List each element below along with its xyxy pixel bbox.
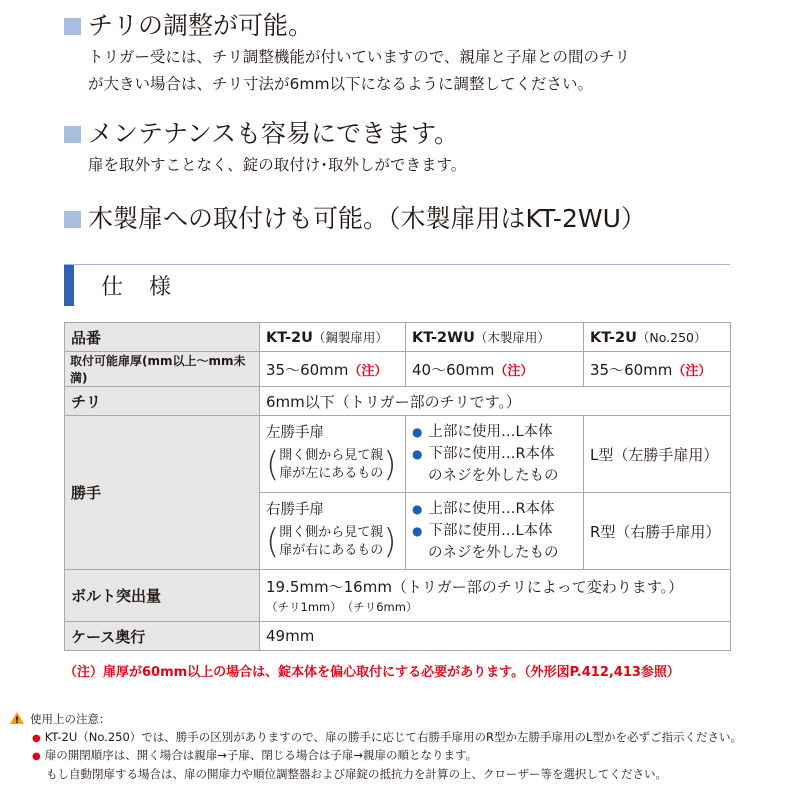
value-cell — [260, 352, 406, 387]
model-sub: （木製扉用） — [474, 330, 550, 345]
caution-text: 扉の開閉順序は、開く場合は親扉→子扉、閉じる場合は子扉→親扉の順となります。 — [44, 748, 478, 762]
usage-text: 上部に使用…R本体 — [428, 501, 555, 517]
label-text: ボルト突出量 — [71, 587, 162, 605]
table-row — [65, 323, 731, 352]
table-row — [65, 387, 731, 416]
caution-section — [10, 711, 795, 783]
usage-line — [412, 443, 577, 465]
table-row — [65, 416, 731, 493]
label-cell — [65, 622, 260, 651]
feature-text-line: が大きい場合は、チリ寸法が6mm以下になるように調整してください。 — [88, 75, 594, 93]
caution-item — [10, 766, 795, 784]
red-dot-icon: ● — [32, 732, 41, 744]
hand-cell-right — [260, 493, 406, 570]
paren-close: ) — [383, 522, 397, 562]
value-subtext: （チリ1mm） （チリ6mm） — [266, 600, 418, 614]
type-text: L型（左勝手扉用） — [590, 445, 719, 464]
feature-text-line: トリガー受には、チリ調整機能が付いていますので、親扉と子扉との間のチリ — [88, 48, 631, 66]
desc-line: 開く側から見て親 — [279, 525, 384, 540]
hand-desc-text — [279, 447, 383, 483]
hand-name: 左勝手扉 — [266, 425, 324, 441]
label-cell — [65, 352, 260, 387]
label-cell — [65, 323, 260, 352]
hand-desc — [266, 445, 399, 485]
paren-close: ) — [383, 445, 397, 485]
note-mark: （注） — [494, 363, 534, 379]
column-header — [584, 323, 731, 352]
hand-cell-left — [260, 416, 406, 493]
usage-text: 下部に使用…L本体 — [428, 523, 553, 539]
caution-text: KT-2U（No.250）では、勝手の区別がありますので、扉の勝手に応じて右勝手扉用のR型か左勝手扉用のL型かを必ずご指示ください。 — [44, 729, 742, 744]
square-bullet-icon — [64, 18, 81, 35]
caution-text: もし自動閉扉する場合は、扉の開扉力や順位調整器および扉錠の抵抗力を計算の上、クローザー等を選択してください。 — [46, 766, 667, 781]
model-name: KT-2U — [590, 330, 637, 346]
value-text: 35～60mm — [266, 360, 349, 379]
desc-line: 扉が右にあるもの — [279, 543, 384, 558]
spec-table — [64, 322, 731, 651]
usage-line — [412, 498, 577, 520]
value-cell — [260, 570, 731, 622]
feature-wood-door — [64, 203, 764, 235]
caution-item — [10, 729, 795, 748]
hand-name: 右勝手扉 — [266, 502, 324, 518]
desc-line: 開く側から見て親 — [279, 448, 384, 463]
spec-section-header — [64, 264, 730, 305]
usage-line — [412, 421, 577, 443]
table-row — [65, 352, 731, 387]
caution-item — [10, 747, 795, 766]
desc-line: 扉が左にあるもの — [279, 466, 384, 481]
blue-dot-icon: ● — [412, 447, 423, 461]
warning-icon — [10, 712, 24, 724]
label-text: チリ — [71, 392, 102, 411]
feature-heading — [64, 10, 764, 42]
label-text: ケース奥行 — [71, 627, 146, 646]
caution-heading — [10, 711, 795, 729]
model-sub: （No.250） — [636, 330, 707, 345]
hand-desc — [266, 522, 399, 562]
feature-body — [88, 44, 764, 98]
feature-body — [88, 152, 764, 179]
note-mark: （注） — [348, 363, 388, 379]
blue-dot-icon: ● — [412, 425, 423, 439]
feature-title: メンテナンスも容易にできます。 — [88, 119, 460, 148]
note-mark: （注） — [672, 363, 712, 379]
feature-heading — [64, 118, 764, 150]
value-text: 40～60mm — [412, 360, 495, 379]
value-text: 19.5mm～16mm（トリガー部のチリによって変わります。） — [266, 578, 684, 596]
feature-title: チリの調整が可能。 — [88, 11, 314, 40]
paren-open: ( — [266, 522, 280, 562]
square-bullet-icon — [64, 126, 81, 143]
hand-type-cell — [584, 416, 731, 493]
feature-heading — [64, 203, 764, 235]
usage-line — [412, 520, 577, 542]
model-name: KT-2U — [266, 330, 313, 346]
usage-text: 上部に使用…L本体 — [428, 424, 553, 440]
feature-chiri — [64, 10, 764, 98]
label-text: 品番 — [71, 328, 102, 347]
value-cell — [584, 352, 731, 387]
usage-text: のネジを外したもの — [428, 468, 559, 484]
label-cell — [65, 416, 260, 570]
table-row — [65, 570, 731, 622]
paren-open: ( — [266, 445, 280, 485]
value-text: 49mm — [266, 627, 315, 645]
label-text: 取付可能扉厚(mm以上～mm未満) — [70, 354, 246, 385]
blue-dot-icon: ● — [412, 524, 423, 538]
feature-text-line: 扉を取外すことなく、錠の取付け･取外しができます。 — [88, 156, 467, 174]
hand-usage-cell — [406, 493, 584, 570]
type-text: R型（右勝手扉用） — [590, 522, 721, 541]
accent-bar — [64, 265, 74, 306]
label-cell — [65, 387, 260, 416]
value-text: 35～60mm — [590, 360, 673, 379]
caution-title: 使用上の注意： — [30, 712, 111, 726]
hand-desc-text — [279, 524, 383, 560]
feature-title: 木製扉への取付けも可能。（木製扉用はKT-2WU） — [88, 204, 646, 233]
hand-type-cell — [584, 493, 731, 570]
value-text: 6mm以下（トリガー部のチリです。） — [266, 392, 521, 411]
blue-dot-icon: ● — [412, 502, 423, 516]
column-header — [406, 323, 584, 352]
footnote: （注）扉厚が60mm以上の場合は、錠本体を偏心取付にする必要があります。（外形図P.412,413参照） — [64, 665, 680, 680]
usage-text: 下部に使用…R本体 — [428, 446, 555, 462]
column-header — [260, 323, 406, 352]
usage-text: のネジを外したもの — [428, 545, 559, 561]
model-sub: （鋼製扉用） — [312, 330, 388, 345]
label-text: 勝手 — [71, 484, 102, 502]
value-cell — [260, 622, 731, 651]
spec-title: 仕様 — [101, 275, 198, 300]
feature-maintenance — [64, 118, 764, 179]
value-cell — [260, 387, 731, 416]
red-dot-icon: ● — [32, 751, 41, 762]
value-cell — [406, 352, 584, 387]
square-bullet-icon — [64, 211, 81, 228]
hand-usage-cell — [406, 416, 584, 493]
model-name: KT-2WU — [412, 330, 475, 346]
table-row — [65, 622, 731, 651]
label-cell — [65, 570, 260, 622]
